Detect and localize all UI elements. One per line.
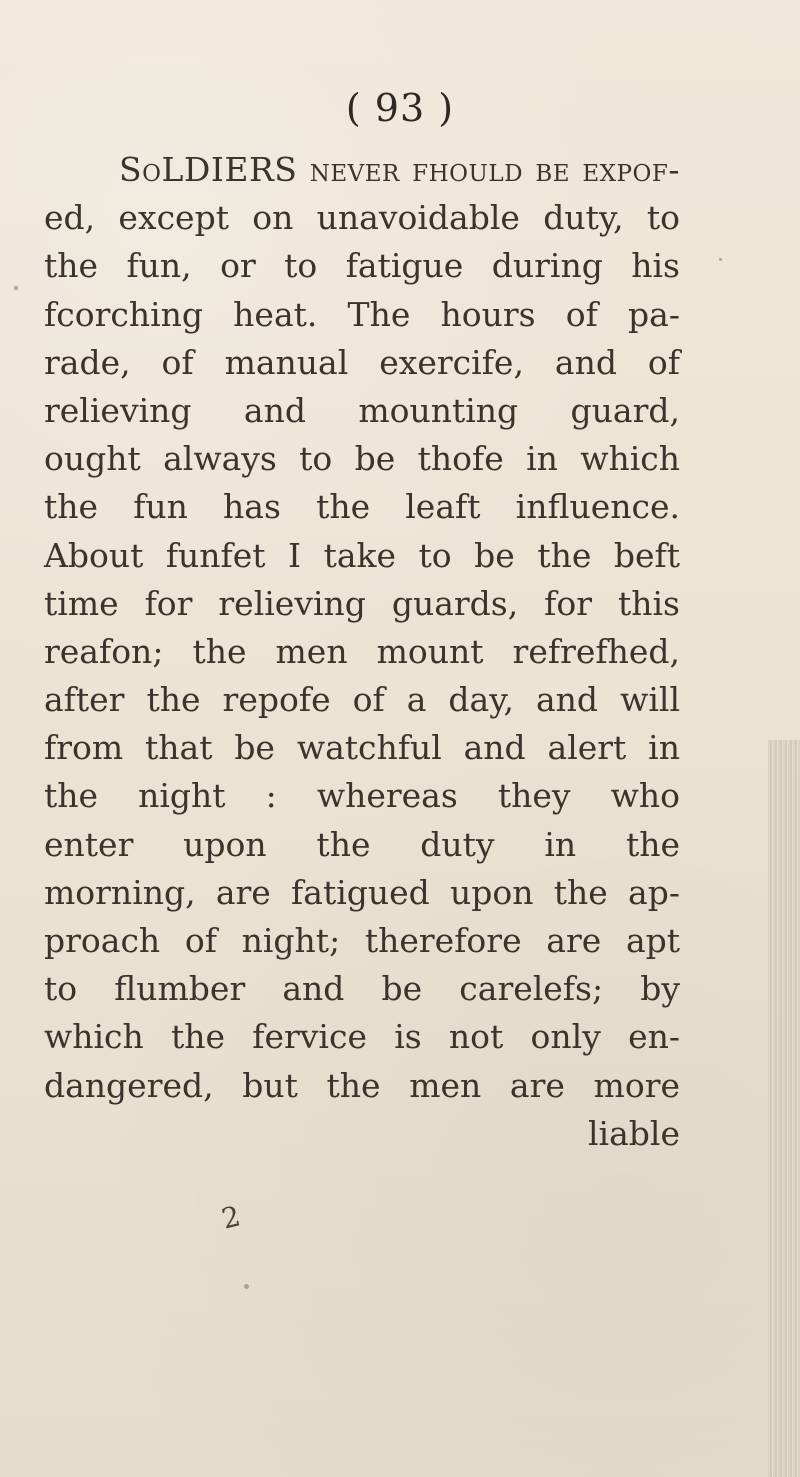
text-line-4: fcorching heat. The hours of pa- bbox=[44, 294, 680, 334]
text-line-1: SoLDIERS never fhould be expof- bbox=[119, 150, 680, 189]
text-line-15: enter upon the duty in the bbox=[44, 824, 680, 864]
ink-speck bbox=[719, 258, 722, 261]
text-line-14: the night : whereas they who bbox=[44, 776, 680, 816]
text-line-19: which the fervice is not only en- bbox=[44, 1017, 680, 1057]
text-line-13: from that be watchful and alert in bbox=[44, 728, 680, 768]
ink-speck bbox=[14, 286, 18, 290]
text-line-10: time for relieving guards, for this bbox=[44, 583, 680, 623]
text-line-2: ed, except on unavoidable duty, to bbox=[44, 198, 680, 238]
body-text bbox=[44, 146, 680, 1158]
text-line-8: the fun has the leaft influence. bbox=[44, 487, 680, 527]
text-line-20: dangered, but the men are more bbox=[44, 1065, 680, 1105]
catchword: liable bbox=[588, 1113, 680, 1153]
ink-speck bbox=[244, 1284, 249, 1289]
text-line-6: relieving and mounting guard, bbox=[44, 390, 680, 430]
text-line-12: after the repofe of a day, and will bbox=[44, 680, 680, 720]
text-line-17: proach of night; therefore are apt bbox=[44, 921, 680, 960]
text-line-9: About funfet I take to be the beft bbox=[44, 535, 680, 575]
page-edge bbox=[768, 740, 800, 1477]
text-line-3: the fun, or to fatigue during his bbox=[44, 246, 680, 286]
text-line-7: ought always to be thofe in which bbox=[44, 439, 680, 479]
text-line-18: to flumber and be carelefs; by bbox=[44, 969, 680, 1009]
signature-mark: 2 bbox=[218, 1199, 244, 1236]
text-line-5: rade, of manual exercife, and of bbox=[44, 342, 680, 382]
text-line-16: morning, are fatigued upon the ap- bbox=[44, 872, 680, 912]
page-number: ( 93 ) bbox=[345, 86, 455, 130]
text-line-11: reafon; the men mount refrefhed, bbox=[44, 631, 680, 671]
